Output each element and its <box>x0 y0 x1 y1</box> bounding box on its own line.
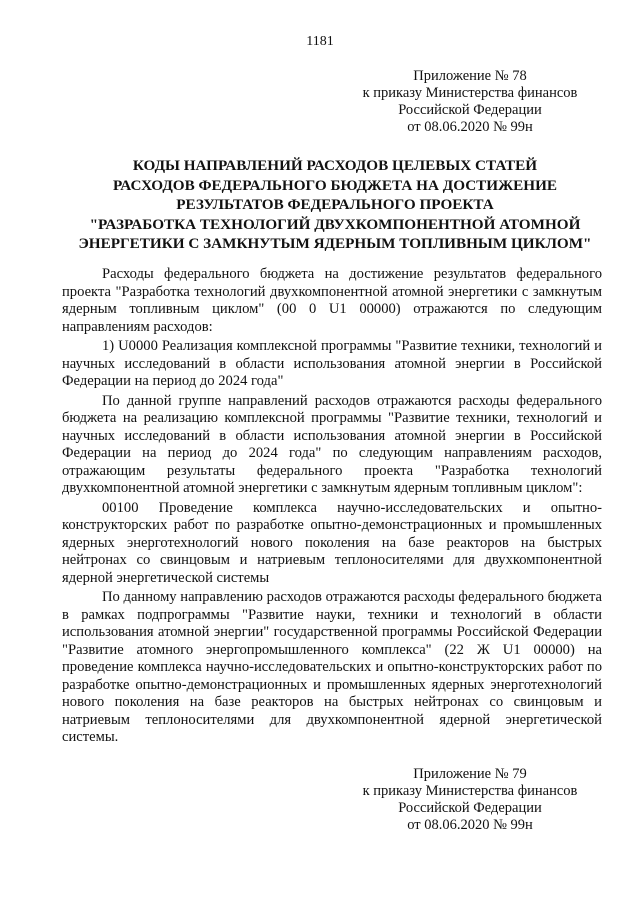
title-line3: РЕЗУЛЬТАТОВ ФЕДЕРАЛЬНОГО ПРОЕКТА <box>176 196 494 213</box>
paragraph-code-00100: 00100 Проведение комплекса научно-исследовательских и опытно-конструкторских работ по разработке опытно-демонстрационных и промышленных ядерных энерготехнологий нового поколения на базе реакторов на быстрых нейтронах со свинцовым и натриевым теплоносителями для двухкомпонентной ядерной энергетической системы <box>62 499 602 586</box>
paragraph-intro: Расходы федерального бюджета на достижение результатов федерального проекта "Разработка технологий двухкомпонентной атомной энергетики с замкнутым ядерным топливным циклом" (00 0 U1 00000) отражаются по следующим направлениям расходов: <box>62 266 602 335</box>
appendix-79-header <box>330 766 610 834</box>
appendix-78-line3: Российской Федерации <box>398 102 542 118</box>
title-line1: КОДЫ НАПРАВЛЕНИЙ РАСХОДОВ ЦЕЛЕВЫХ СТАТЕЙ <box>132 157 538 174</box>
document-title <box>55 156 615 254</box>
paragraph-direction-description: По данному направлению расходов отражаются расходы федерального бюджета в рамках подпрограммы "Развитие науки, техники и технологий в области использования атомной энергии" государственной программы Российской Федерации "Развитие атомного энергопромышленного комплекса" (22 Ж U1 00000) на проведение комплекса научно-исследовательских и опытно-конструкторских работ по разработке опытно-демонстрационных и промышленных ядерных энерготехнологий нового поколения на базе реакторов на быстрых нейтронах со свинцовым и натриевым теплоносителями для двухкомпонентной ядерной энергетической системы. <box>62 589 602 745</box>
appendix-79-line2: к приказу Министерства финансов <box>362 783 578 799</box>
title-line4: "РАЗРАБОТКА ТЕХНОЛОГИЙ ДВУХКОМПОНЕНТНОЙ АТОМНОЙ <box>89 215 581 233</box>
appendix-78-line4: от 08.06.2020 № 99н <box>407 119 533 135</box>
paragraph-item-1: 1) U0000 Реализация комплексной программы "Развитие техники, технологий и научных исследований в области использования атомной энергии в Российской Федерации на период до 2024 года" <box>62 338 602 389</box>
appendix-79-line4: от 08.06.2020 № 99н <box>407 817 533 833</box>
appendix-78-line1: Приложение № 78 <box>413 68 527 84</box>
document-body <box>62 266 602 749</box>
title-line2: РАСХОДОВ ФЕДЕРАЛЬНОГО БЮДЖЕТА НА ДОСТИЖЕНИЕ <box>112 176 558 194</box>
appendix-79-line1: Приложение № 79 <box>413 766 527 782</box>
page-number: 1181 <box>306 34 334 49</box>
appendix-78-line2: к приказу Министерства финансов <box>362 85 578 101</box>
appendix-78-header <box>330 68 610 136</box>
paragraph-group-description: По данной группе направлений расходов отражаются расходы федерального бюджета на реализацию комплексной программы "Развитие техники, технологий и научных исследований в области использования атомной энергии в Российской Федерации на период до 2024 года" по следующим направлениям расходов, отражающим результаты федерального проекта "Разработка технологий двухкомпонентной атомной энергетики с замкнутым ядерным топливным циклом": <box>62 392 602 496</box>
appendix-79-line3: Российской Федерации <box>398 800 542 816</box>
title-line5: ЭНЕРГЕТИКИ С ЗАМКНУТЫМ ЯДЕРНЫМ ТОПЛИВНЫМ ЦИКЛОМ" <box>78 235 592 252</box>
